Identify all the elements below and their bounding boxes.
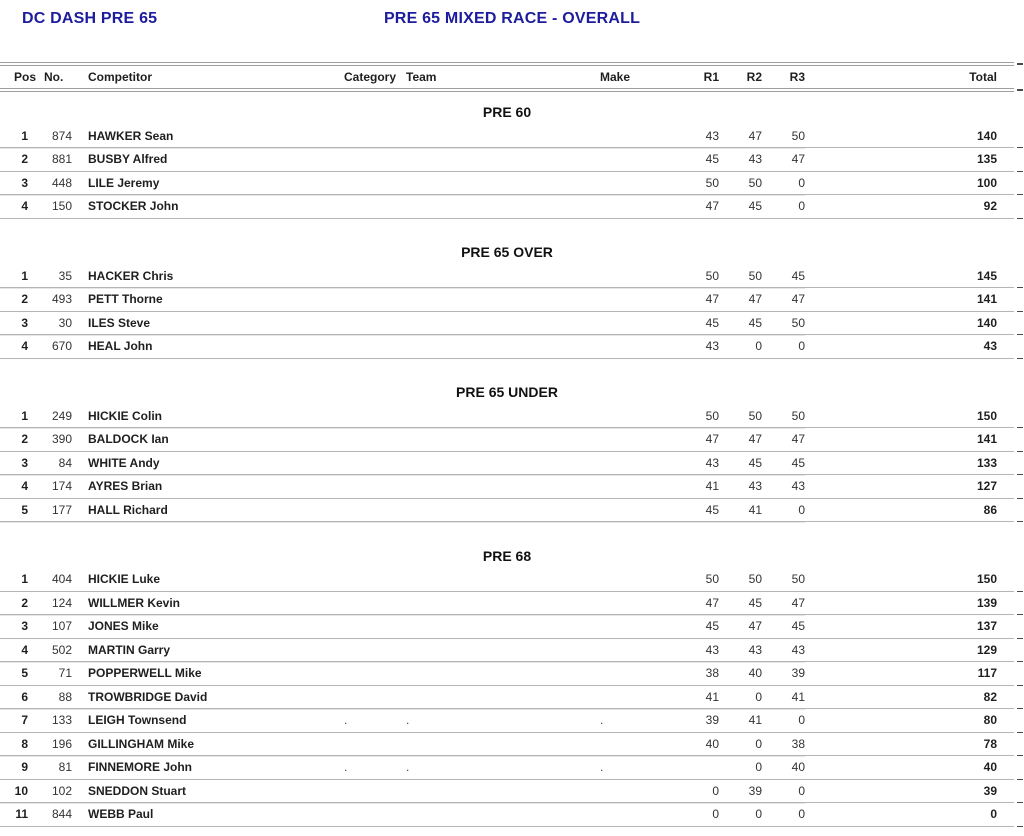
cell-r2: 39 (719, 779, 762, 803)
cell-no: 404 (36, 568, 73, 592)
cell-r3: 45 (762, 264, 805, 288)
cell-team (399, 428, 589, 452)
column-header-r3: R3 (762, 64, 805, 90)
cell-competitor: HICKIE Colin (73, 404, 329, 428)
cell-r3: 0 (762, 498, 805, 522)
cell-no: 502 (36, 638, 73, 662)
table-row (0, 638, 1014, 662)
table-row (0, 662, 1014, 686)
cell-total: 150 (805, 568, 1014, 592)
cell-pos: 10 (0, 779, 36, 803)
cell-category (329, 335, 399, 359)
cell-pos: 2 (0, 428, 36, 452)
cell-r2: 41 (719, 709, 762, 733)
section-header-row (0, 522, 1014, 568)
cell-category (329, 568, 399, 592)
cell-competitor: PETT Thorne (73, 288, 329, 312)
cell-r2: 40 (719, 662, 762, 686)
cell-team (399, 475, 589, 499)
cell-no: 88 (36, 685, 73, 709)
cell-make (589, 124, 699, 148)
table-header-row (0, 64, 1014, 90)
section-title: PRE 60 (482, 104, 532, 120)
cell-team (399, 662, 589, 686)
cell-competitor: STOCKER John (73, 195, 329, 219)
cell-category (329, 615, 399, 639)
cell-pos: 4 (0, 195, 36, 219)
cell-r1: 45 (699, 148, 719, 172)
cell-category (329, 148, 399, 172)
column-header-no: No. (36, 64, 73, 90)
cell-no: 881 (36, 148, 73, 172)
table-row (0, 428, 1014, 452)
cell-make (589, 591, 699, 615)
cell-category (329, 662, 399, 686)
cell-pos: 3 (0, 311, 36, 335)
cell-r2: 45 (719, 451, 762, 475)
cell-make (589, 264, 699, 288)
column-header-pos: Pos (0, 64, 36, 90)
cell-make (589, 568, 699, 592)
cell-competitor: BALDOCK Ian (73, 428, 329, 452)
cell-r2: 43 (719, 638, 762, 662)
cell-competitor: HACKER Chris (73, 264, 329, 288)
cell-make (589, 732, 699, 756)
cell-no: 35 (36, 264, 73, 288)
cell-competitor: JONES Mike (73, 615, 329, 639)
cell-pos: 4 (0, 475, 36, 499)
cell-category: . (329, 709, 399, 733)
cell-category (329, 451, 399, 475)
cell-team (399, 311, 589, 335)
cell-r2: 50 (719, 404, 762, 428)
section-cell (0, 358, 1014, 404)
section-title: PRE 65 OVER (461, 244, 553, 260)
cell-pos: 3 (0, 615, 36, 639)
cell-no: 84 (36, 451, 73, 475)
race-title: PRE 65 MIXED RACE - OVERALL (383, 10, 641, 27)
cell-category (329, 475, 399, 499)
cell-team (399, 591, 589, 615)
cell-category (329, 803, 399, 827)
table-row (0, 171, 1014, 195)
cell-total: 135 (805, 148, 1014, 172)
cell-total: 141 (805, 288, 1014, 312)
cell-r1: 40 (699, 732, 719, 756)
table-row (0, 779, 1014, 803)
cell-make: . (589, 756, 699, 780)
table-row (0, 288, 1014, 312)
cell-total: 145 (805, 264, 1014, 288)
cell-total: 139 (805, 591, 1014, 615)
cell-no: 107 (36, 615, 73, 639)
cell-r3: 47 (762, 148, 805, 172)
column-header-r1: R1 (699, 64, 719, 90)
cell-total: 140 (805, 311, 1014, 335)
table-row (0, 568, 1014, 592)
cell-competitor: FINNEMORE John (73, 756, 329, 780)
cell-r3: 47 (762, 288, 805, 312)
cell-team (399, 195, 589, 219)
cell-r1: 47 (699, 591, 719, 615)
cell-team (399, 148, 589, 172)
cell-r2: 43 (719, 148, 762, 172)
cell-pos: 4 (0, 638, 36, 662)
cell-competitor: HALL Richard (73, 498, 329, 522)
cell-r1 (699, 756, 719, 780)
table-row (0, 685, 1014, 709)
cell-total: 80 (805, 709, 1014, 733)
cell-make (589, 662, 699, 686)
cell-team (399, 335, 589, 359)
cell-make (589, 615, 699, 639)
cell-pos: 4 (0, 335, 36, 359)
cell-r3: 0 (762, 803, 805, 827)
cell-team: . (399, 756, 589, 780)
cell-r2: 45 (719, 195, 762, 219)
table-row (0, 498, 1014, 522)
cell-pos: 11 (0, 803, 36, 827)
cell-r2: 0 (719, 756, 762, 780)
cell-pos: 8 (0, 732, 36, 756)
cell-r2: 47 (719, 615, 762, 639)
cell-no: 30 (36, 311, 73, 335)
cell-competitor: HEAL John (73, 335, 329, 359)
cell-competitor: AYRES Brian (73, 475, 329, 499)
section-title: PRE 68 (482, 547, 532, 564)
section-title: PRE 65 UNDER (456, 384, 558, 400)
cell-make (589, 638, 699, 662)
cell-make (589, 428, 699, 452)
cell-r1: 47 (699, 288, 719, 312)
cell-total: 140 (805, 124, 1014, 148)
cell-total: 141 (805, 428, 1014, 452)
section-cell (0, 218, 1014, 264)
cell-r1: 43 (699, 335, 719, 359)
cell-team (399, 803, 589, 827)
cell-make (589, 451, 699, 475)
column-header-competitor: Competitor (73, 64, 329, 90)
cell-team (399, 779, 589, 803)
cell-r1: 0 (699, 779, 719, 803)
cell-total: 86 (805, 498, 1014, 522)
cell-r1: 43 (699, 124, 719, 148)
cell-no: 493 (36, 288, 73, 312)
column-header-category: Category (329, 64, 399, 90)
cell-team (399, 615, 589, 639)
cell-team: . (399, 709, 589, 733)
cell-team (399, 685, 589, 709)
cell-team (399, 451, 589, 475)
cell-r1: 43 (699, 451, 719, 475)
cell-team (399, 568, 589, 592)
cell-r3: 45 (762, 451, 805, 475)
cell-r1: 50 (699, 404, 719, 428)
cell-r2: 47 (719, 288, 762, 312)
cell-pos: 2 (0, 591, 36, 615)
cell-r1: 0 (699, 803, 719, 827)
section-cell (0, 522, 1014, 568)
cell-category (329, 685, 399, 709)
cell-r3: 47 (762, 428, 805, 452)
cell-total: 100 (805, 171, 1014, 195)
cell-r2: 0 (719, 685, 762, 709)
cell-r2: 0 (719, 803, 762, 827)
cell-category (329, 264, 399, 288)
cell-total: 0 (805, 803, 1014, 827)
cell-total: 137 (805, 615, 1014, 639)
cell-category (329, 288, 399, 312)
cell-no: 670 (36, 335, 73, 359)
cell-category (329, 428, 399, 452)
cell-competitor: WILLMER Kevin (73, 591, 329, 615)
cell-team (399, 288, 589, 312)
cell-make (589, 148, 699, 172)
column-header-r2: R2 (719, 64, 762, 90)
column-header-total: Total (805, 64, 1014, 90)
cell-r2: 0 (719, 732, 762, 756)
cell-category: . (329, 756, 399, 780)
table-row (0, 732, 1014, 756)
cell-r2: 43 (719, 475, 762, 499)
column-header-make: Make (589, 64, 699, 90)
cell-competitor: ILES Steve (73, 311, 329, 335)
cell-competitor: LEIGH Townsend (73, 709, 329, 733)
results-table (0, 62, 1014, 827)
table-row (0, 264, 1014, 288)
cell-competitor: LILE Jeremy (73, 171, 329, 195)
cell-r3: 0 (762, 779, 805, 803)
cell-no: 124 (36, 591, 73, 615)
cell-pos: 1 (0, 568, 36, 592)
table-row (0, 148, 1014, 172)
table-row (0, 311, 1014, 335)
cell-make (589, 498, 699, 522)
cell-pos: 3 (0, 171, 36, 195)
cell-team (399, 498, 589, 522)
cell-competitor: MARTIN Garry (73, 638, 329, 662)
cell-team (399, 264, 589, 288)
cell-make: . (589, 709, 699, 733)
cell-team (399, 638, 589, 662)
cell-total: 43 (805, 335, 1014, 359)
table-row (0, 591, 1014, 615)
cell-category (329, 732, 399, 756)
cell-total: 129 (805, 638, 1014, 662)
cell-no: 102 (36, 779, 73, 803)
table-row (0, 615, 1014, 639)
cell-r2: 0 (719, 335, 762, 359)
cell-competitor: GILLINGHAM Mike (73, 732, 329, 756)
table-row (0, 124, 1014, 148)
cell-pos: 1 (0, 404, 36, 428)
cell-total: 92 (805, 195, 1014, 219)
cell-r3: 39 (762, 662, 805, 686)
cell-pos: 6 (0, 685, 36, 709)
cell-competitor: TROWBRIDGE David (73, 685, 329, 709)
cell-make (589, 311, 699, 335)
event-title: DC DASH PRE 65 (22, 10, 158, 27)
cell-r2: 47 (719, 428, 762, 452)
cell-r3: 0 (762, 335, 805, 359)
section-header-row (0, 90, 1014, 124)
cell-make (589, 171, 699, 195)
cell-category (329, 638, 399, 662)
cell-r3: 50 (762, 404, 805, 428)
cell-category (329, 171, 399, 195)
title-bar (0, 0, 1024, 32)
cell-r3: 43 (762, 638, 805, 662)
cell-make (589, 803, 699, 827)
cell-no: 150 (36, 195, 73, 219)
cell-total: 133 (805, 451, 1014, 475)
cell-r1: 45 (699, 311, 719, 335)
cell-competitor: HAWKER Sean (73, 124, 329, 148)
cell-r3: 41 (762, 685, 805, 709)
cell-make (589, 685, 699, 709)
cell-category (329, 124, 399, 148)
cell-r1: 45 (699, 615, 719, 639)
cell-no: 133 (36, 709, 73, 733)
cell-competitor: BUSBY Alfred (73, 148, 329, 172)
column-header-team: Team (399, 64, 589, 90)
cell-pos: 5 (0, 662, 36, 686)
cell-r1: 41 (699, 685, 719, 709)
table-row (0, 195, 1014, 219)
cell-total: 82 (805, 685, 1014, 709)
cell-category (329, 779, 399, 803)
cell-r3: 45 (762, 615, 805, 639)
section-header-row (0, 358, 1014, 404)
cell-competitor: WEBB Paul (73, 803, 329, 827)
cell-total: 117 (805, 662, 1014, 686)
cell-pos: 1 (0, 124, 36, 148)
cell-r1: 50 (699, 568, 719, 592)
cell-pos: 9 (0, 756, 36, 780)
cell-r2: 50 (719, 264, 762, 288)
cell-r1: 41 (699, 475, 719, 499)
cell-r3: 0 (762, 171, 805, 195)
table-row (0, 756, 1014, 780)
cell-no: 71 (36, 662, 73, 686)
cell-r1: 45 (699, 498, 719, 522)
cell-r1: 38 (699, 662, 719, 686)
cell-category (329, 591, 399, 615)
cell-make (589, 335, 699, 359)
cell-r3: 38 (762, 732, 805, 756)
cell-no: 874 (36, 124, 73, 148)
cell-make (589, 475, 699, 499)
cell-category (329, 311, 399, 335)
cell-no: 390 (36, 428, 73, 452)
cell-r3: 40 (762, 756, 805, 780)
cell-category (329, 404, 399, 428)
table-row (0, 709, 1014, 733)
cell-r1: 43 (699, 638, 719, 662)
cell-total: 39 (805, 779, 1014, 803)
cell-pos: 1 (0, 264, 36, 288)
cell-competitor: HICKIE Luke (73, 568, 329, 592)
cell-category (329, 195, 399, 219)
cell-total: 78 (805, 732, 1014, 756)
cell-pos: 2 (0, 288, 36, 312)
cell-total: 150 (805, 404, 1014, 428)
cell-no: 196 (36, 732, 73, 756)
cell-r2: 50 (719, 568, 762, 592)
table-row (0, 335, 1014, 359)
cell-competitor: SNEDDON Stuart (73, 779, 329, 803)
cell-r2: 45 (719, 591, 762, 615)
cell-r3: 50 (762, 568, 805, 592)
cell-r2: 50 (719, 171, 762, 195)
cell-r3: 43 (762, 475, 805, 499)
cell-r2: 41 (719, 498, 762, 522)
cell-total: 127 (805, 475, 1014, 499)
cell-no: 177 (36, 498, 73, 522)
cell-competitor: WHITE Andy (73, 451, 329, 475)
cell-r2: 45 (719, 311, 762, 335)
cell-competitor: POPPERWELL Mike (73, 662, 329, 686)
cell-no: 249 (36, 404, 73, 428)
cell-r3: 0 (762, 709, 805, 733)
section-header-row (0, 218, 1014, 264)
cell-team (399, 124, 589, 148)
cell-total: 40 (805, 756, 1014, 780)
cell-make (589, 288, 699, 312)
cell-team (399, 171, 589, 195)
cell-category (329, 498, 399, 522)
cell-r1: 47 (699, 428, 719, 452)
cell-pos: 2 (0, 148, 36, 172)
table-row (0, 803, 1014, 827)
cell-no: 448 (36, 171, 73, 195)
cell-team (399, 404, 589, 428)
section-cell (0, 90, 1014, 124)
table-row (0, 475, 1014, 499)
cell-pos: 7 (0, 709, 36, 733)
cell-r3: 47 (762, 591, 805, 615)
cell-pos: 5 (0, 498, 36, 522)
cell-pos: 3 (0, 451, 36, 475)
cell-r1: 50 (699, 171, 719, 195)
cell-r1: 47 (699, 195, 719, 219)
cell-r1: 39 (699, 709, 719, 733)
table-row (0, 404, 1014, 428)
cell-make (589, 779, 699, 803)
cell-no: 174 (36, 475, 73, 499)
table-row (0, 451, 1014, 475)
cell-make (589, 195, 699, 219)
cell-r2: 47 (719, 124, 762, 148)
cell-r3: 0 (762, 195, 805, 219)
cell-team (399, 732, 589, 756)
cell-no: 81 (36, 756, 73, 780)
cell-make (589, 404, 699, 428)
cell-r3: 50 (762, 124, 805, 148)
cell-r3: 50 (762, 311, 805, 335)
cell-r1: 50 (699, 264, 719, 288)
cell-no: 844 (36, 803, 73, 827)
